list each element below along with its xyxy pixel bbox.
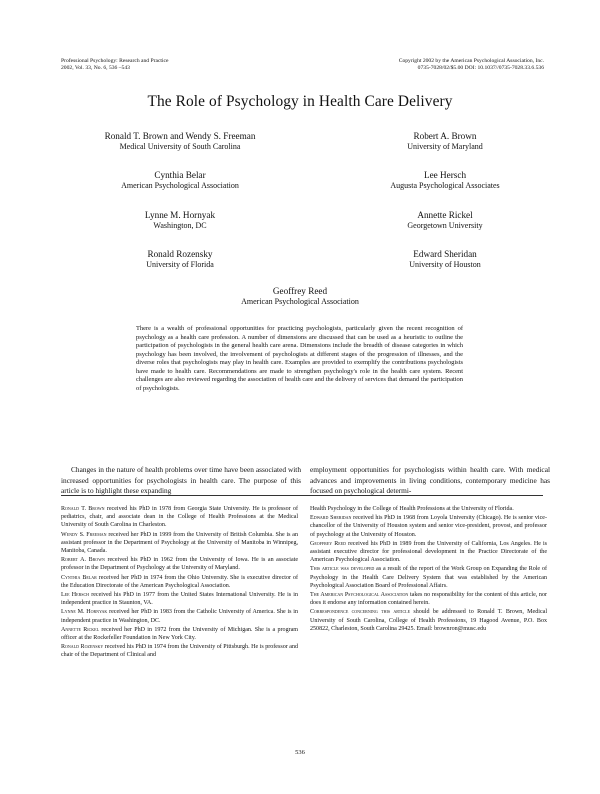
author-name: Ronald T. Brown and Wendy S. Freeman xyxy=(104,131,256,141)
footnote-lead: Wendy S. Freeman xyxy=(61,531,107,538)
footnote-lead: Geoffrey Reed xyxy=(310,540,347,547)
author-affiliation: University of Houston xyxy=(409,259,481,269)
footnote xyxy=(310,540,547,564)
author-block xyxy=(80,131,280,152)
author-block xyxy=(355,170,535,191)
author-block xyxy=(80,210,280,231)
author-affiliation: Medical University of South Carolina xyxy=(119,141,241,151)
footnote-lead: The American Psychological Association xyxy=(310,591,409,598)
footnote-text: received his PhD in 1962 from the University of Iowa. He is an associate professor in the Department of Psychology at the University of Maryland. xyxy=(61,557,299,572)
footnote xyxy=(310,514,547,538)
footnote-text: received her PhD in 1999 from the University of British Columbia. She is an assistant professor in the Department of Psychology at the University of Manitoba in Winnipeg, Manitoba, Canada. xyxy=(61,531,298,554)
footnote-lead: Annette Rickel xyxy=(61,626,100,633)
author-block xyxy=(200,286,400,307)
author-name: Lynne M. Hornyak xyxy=(144,210,216,220)
footnote-text: received her PhD in 1974 from the Ohio University. She is executive director of the Education Directorate of the American Psychological Association. xyxy=(61,574,299,589)
footnote-text: should be addressed to Ronald T. Brown, Medical University of South Carolina, College of Health Professions, 19 Hagood Avenue, P.O. Box 250822, Charleston, South Carolina 29425. Email: brownron@musc.edu xyxy=(310,609,547,632)
footnote-lead: Ronald T. Brown xyxy=(61,506,105,512)
page-number: 536 xyxy=(295,749,305,756)
footnote-lead: This article was developed xyxy=(310,566,375,573)
footnote-text: received her PhD in 1972 from the University of Michigan. She is a program officer at the Rockefeller Foundation in New York City. xyxy=(61,626,299,641)
author-name: Ronald Rozensky xyxy=(147,249,213,259)
footnote xyxy=(61,556,298,572)
footnote-text: takes no responsibility for the content of this article, nor does it endorse any information contained herein. xyxy=(310,591,547,607)
author-affiliation: University of Maryland xyxy=(407,141,483,151)
footnote-text: received his PhD in 1978 from Georgia State University. He is professor of pediatrics, chair, and associate dean in the College of Health Professions at the Medical University of South Carolina in Charleston. xyxy=(61,506,298,529)
footnote-lead: Lynne M. Hornyak xyxy=(61,609,108,616)
author-name: Annette Rickel xyxy=(417,210,473,220)
body-text-left: Changes in the nature of health problems over time have been associated with increased opportunities for psychologists in health care. The purpose of this article is to highlight these expanding xyxy=(61,465,301,496)
author-name: Geoffrey Reed xyxy=(272,286,328,296)
footnote-text: received his PhD in 1974 from the University of Pittsburgh. He is professor and chair of the Department of Clinical and xyxy=(61,644,298,659)
footnote xyxy=(61,591,298,607)
author-name: Lee Hersch xyxy=(423,170,467,180)
footnote xyxy=(310,505,547,513)
author-block xyxy=(355,249,535,270)
footnote-lead: Cynthia Belar xyxy=(61,574,97,581)
journal-header-right xyxy=(399,58,544,72)
footnote-text: received her PhD in 1983 from the Catholic University of America. She is in independent practice in Washington, DC. xyxy=(61,609,298,624)
footnote xyxy=(61,608,298,624)
author-name: Robert A. Brown xyxy=(413,131,477,141)
footnotes-right xyxy=(310,505,547,634)
author-block xyxy=(80,170,280,191)
footnote-text: received his PhD in 1968 from Loyola University (Chicago). He is senior vice-chancellor of the University of Houston system and senior vice-president, provost, and professor of psychology at the University of Houston. xyxy=(310,515,547,538)
abstract: There is a wealth of professional opportunities for practicing psychologists, particularly given the recent recognition of psychology as a health care profession. A number of dimensions are discussed that can be used as a heuristic to outline the participation of psychologists in the general health care arena. Dimensions include the breadth of disease categories in which psychology has been involved, the involvement of psychologists at different stages of the progression of illnesses, and the diverse roles that psychologists may play in health care. Examples are provided to exemplify the contributions psychologists have made to health care. Recommendations are made to strengthen psychology's role in the health care system. Recent challenges are also reviewed regarding the association of health care and the delivery of services that demand the participation of psychologists. xyxy=(136,325,463,392)
footnote-text: as a result of the report of the Work Group on Expanding the Role of Psychology in the Health Care Delivery System that was established by the American Psychological Association Board of Professional Affairs. xyxy=(310,566,547,589)
footnote xyxy=(61,531,298,555)
author-block xyxy=(80,249,280,270)
author-affiliation: Georgetown University xyxy=(407,220,483,230)
footnote xyxy=(310,608,547,632)
footnote-text: Health Psychology in the College of Health Professions at the University of Florida. xyxy=(310,506,514,512)
footnote xyxy=(61,574,298,590)
journal-name: Professional Psychology: Research and Practice xyxy=(61,58,169,64)
author-affiliation: Augusta Psychological Associates xyxy=(390,180,500,190)
article-title: The Role of Psychology in Health Care Delivery xyxy=(147,93,453,110)
footnote-text: received his PhD in 1977 from the United States International University. He is in independent practice in Staunton, VA. xyxy=(61,591,298,607)
author-affiliation: American Psychological Association xyxy=(241,296,359,306)
footnote xyxy=(61,505,298,529)
journal-header-left xyxy=(61,58,169,72)
footnote-lead: Lee Hersch xyxy=(61,591,90,598)
body-text-right: employment opportunities for psychologists within health care. With medical advances and improvements in living conditions, contemporary medicine has focused on psychological determi- xyxy=(310,465,550,496)
footnote-text: received his PhD in 1989 from the University of California, Los Angeles. He is assistant executive director for professional development in the Practice Directorate of the American Psychological Association. xyxy=(310,540,547,564)
footnote xyxy=(310,565,547,589)
author-affiliation: American Psychological Association xyxy=(121,180,239,190)
footnote-divider xyxy=(61,495,543,496)
footnote xyxy=(310,591,547,607)
footnote-lead: Robert A. Brown xyxy=(61,557,105,564)
author-affiliation: University of Florida xyxy=(146,259,214,269)
footnote xyxy=(61,626,298,642)
footnote-lead: Edward Sheridan xyxy=(310,515,352,522)
footnote-lead: Ronald Rozensky xyxy=(61,644,104,651)
journal-volume: 2002, Vol. 33, No. 6, 536 –543 xyxy=(61,65,130,71)
footnote-lead: Correspondence concerning this article xyxy=(310,609,411,616)
footnotes-left xyxy=(61,505,298,661)
doi-line: 0735-7028/02/$5.00 DOI: 10.1037//0735-7028.33.6.536 xyxy=(417,65,544,71)
author-affiliation: Washington, DC xyxy=(153,220,207,230)
author-name: Cynthia Belar xyxy=(154,170,206,180)
author-block xyxy=(355,210,535,231)
footnote xyxy=(61,643,298,659)
copyright-line: Copyright 2002 by the American Psychological Association, Inc. xyxy=(398,58,544,64)
author-block xyxy=(355,131,535,152)
author-name: Edward Sheridan xyxy=(413,249,477,259)
